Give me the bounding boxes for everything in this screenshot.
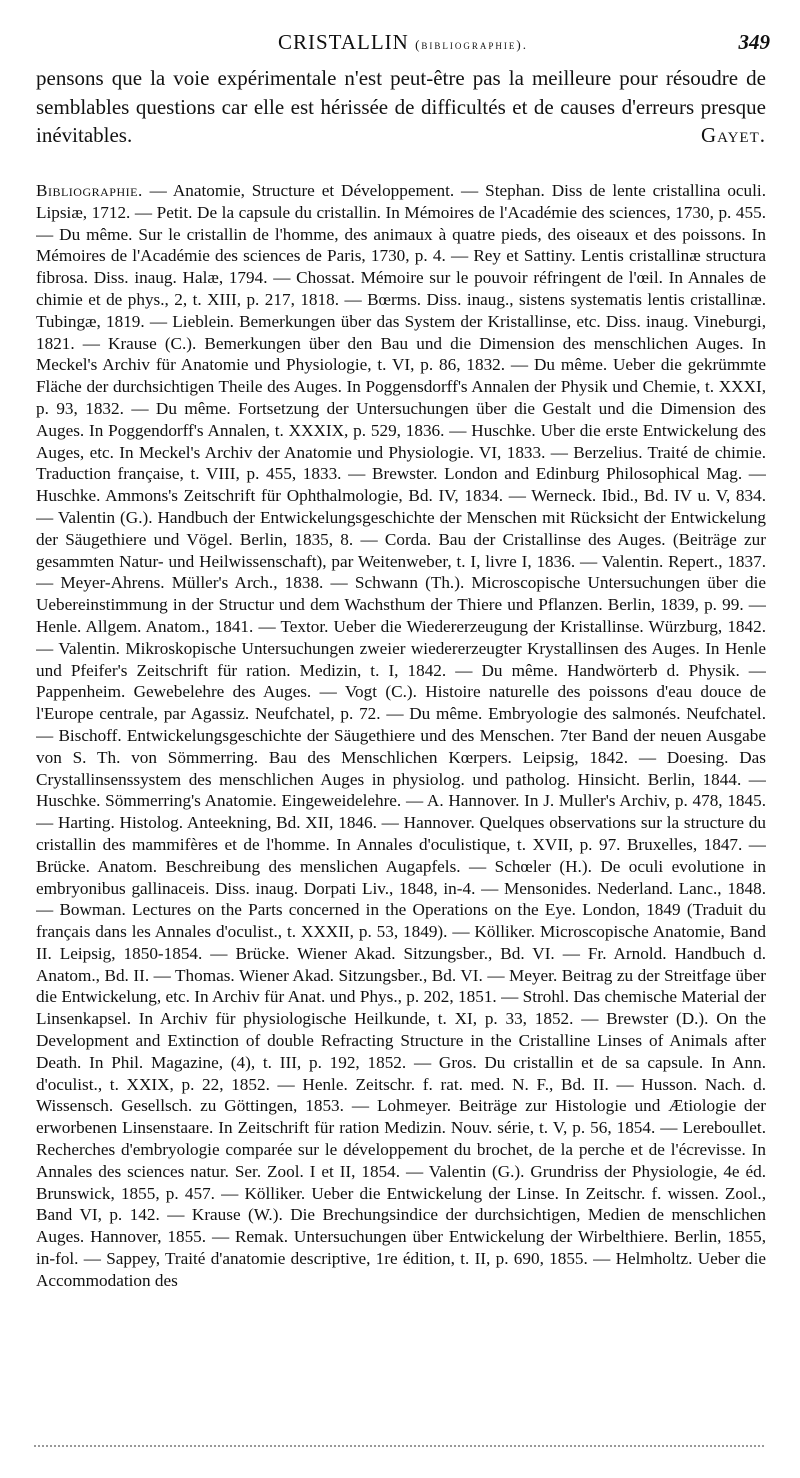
bibliography-body: — Anatomie, Structure et Développement. — Stephan. Diss de lente cristallina oculi. Lipsiæ, 1712. — Petit. De la capsule du cristallin. In Mémoires de l'Académie des sciences, 1730, p. 455. — Du même. Sur le cristallin de l'homme, des animaux à quatre pieds, des oiseaux et des poissons. In Mémoires de l'Académie des sciences de Paris, 1730, p. 4. — Rey et Sattiny. Lentis cristallinæ structura fibrosa. Diss. inaug. Halæ, 1794. — Chossat. Mémoire sur le pouvoir réfringent de l'œil. In Annales de chimie et de phys., 2, t. XIII, p. 217, 1818. — Bœrms. Diss. inaug., sistens systematis lentis cristallinæ. Tubingæ, 1819. — Lieblein. Bemerkungen über das System der Kristallinse, etc. Diss. inaug. Vineburgi, 1821. — Krause (C.). Bemerkungen über den Bau und die Dimension des menschlichen Auges. In Meckel's Archiv für Anatomie und Physiologie, t. VI, p. 86, 1832. — Du même. Ueber die gekrümmte Fläche der durchsichtigen Theile des Auges. In Poggensdorff's Annalen der Physik und Chemie, t. XXXI, p. 93, 1832. — Du même. Fortsetzung der Untersuchungen über die Gestalt und die Dimension des Auges. In Poggendorff's Annalen, t. XXXIX, p. 529, 1836. — Huschke. Uber die erste Entwickelung des Auges, etc. In Meckel's Archiv der Anatomie und Physiologie. VI, 1833. — Berzelius. Traité de chimie. Traduction française, t. VIII, p. 455, 1833. — Brewster. London and Edinburg Philosophical Mag. — Huschke. Ammons's Zeitschrift für Ophthalmologie, Bd. IV, 1834. — Werneck. Ibid., Bd. IV u. V, 834. — Valentin (G.). Handbuch der Entwickelungsgeschichte der Menschen mit Rücksicht der Entwickelung der Säugethiere und Vögel. Berlin, 1835, 8. — Corda. Bau der Cristallinse des Auges. (Beiträge zur gesammten Natur- und Heilwissenschaft), par Weitenweber, t. I, livre I, 1836. — Valentin. Repert., 1837. — Meyer-Ahrens. Müller's Arch., 1838. — Schwann (Th.). Microscopische Untersuchungen über die Uebereinstimmung in der Structur und dem Wachsthum der Thiere und Pflanzen. Berlin, 1839, p. 99. — Henle. Allgem. Anatom., 1841. — Textor. Ueber die Wiedererzeugung der Kristallinse. Würzburg, 1842. — Valentin. Mikroskopische Untersuchungen zweier wiedererzeugter Krystallinsen des Auges. In Henle und Pfeifer's Zeitschrift für ration. Medizin, t. I, 1842. — Du même. Handwörterb d. Physik. — Pappenheim. Gewebelehre des Auges. — Vogt (C.). Histoire naturelle des poissons d'eau douce de l'Europe centrale, par Agassiz. Neufchatel, p. 72. — Du même. Embryologie des salmonés. Neufchatel. — Bischoff. Entwickelungsgeschichte der Säugethiere und des Menschen. 7ter Band der neuen Ausgabe von S. Th. von Sömmerring. Bau des Menschlichen Kœrpers. Leipsig, 1842. — Doesing. Das Crystallinsenssystem des menschlichen Auges in physiolog. und patholog. Hinsicht. Berlin, 1844. — Huschke. Sömmerring's Anatomie. Eingeweidelehre. — A. Hannover. In J. Muller's Archiv, p. 478, 1845. — Harting. Histolog. Anteekning, Bd. XII, 1846. — Hannover. Quelques observations sur la structure du cristallin des mammifères et de l'homme. In Annales d'oculistique, t. XVII, p. 97. Bruxelles, 1847. — Brücke. Anatom. Beschreibung des menslichen Augapfels. — Schœler (H.). De oculi evolutione in embryonibus gallinaceis. Diss. inaug. Dorpati Liv., 1848, in-4. — Mensonides. Nederland. Lanc., 1848. — Bowman. Lectures on the Parts concerned in the Operations on the Eye. London, 1849 (Traduit du français dans les Annales d'oculist., t. XXXII, p. 53, 1849). — Kölliker. Microscopische Anatomie, Band II. Leipsig, 1850-1854. — Brücke. Wiener Akad. Sitzungsber., Bd. VI. — Fr. Arnold. Handbuch d. Anatom., Bd. II. — Thomas. Wiener Akad. Sitzungsber., Bd. VI. — Meyer. Beitrag zu der Streitfage über die Entwickelung, etc. In Archiv für Anat. und Phys., p. 202, 1851. — Strohl. Das chemische Material der Linsenkapsel. In Archiv für physiologische Heilkunde, t. XI, p. 33, 1852. — Brewster (D.). On the Development and Extinction of double Refracting Structure in the Cristalline Linses of Animals after Death. In Phil. Magazine, (4), t. III, p. 192, 1852. — Gros. Du cristallin et de sa capsule. In Ann. d'oculist., t. XXIX, p. 22, 1852. — Henle. Zeitschr. f. rat. med. N. F., Bd. II. — Husson. Nach. d. Wissensch. Gesellsch. zu Göttingen, 1853. — Lohmeyer. Beiträge zur Histologie und Ætiologie der erworbenen Linsenstaare. In Zeitschrift für ration Medizin. Nouv. série, t. V, p. 56, 1854. — Lereboullet. Recherches d'embryologie comparée sur le développement du brochet, de la perche et de l'écrevisse. In Annales des sciences natur. Ser. Zool. I et II, 1854. — Valentin (G.). Grundriss der Physiologie, 4e éd. Brunswick, 1855, p. 457. — Kölliker. Ueber die Entwickelung der Linse. In Zeitschr. f. wissen. Zool., Band VI, p. 142. — Krause (W.). Die Brechungsindice der durchsichtigen, Medien de menschlichen Auges. Hannover, 1855. — Remak. Untersuchungen über Entwickelung der Wirbelthiere. Berlin, 1855, in-fol. — Sappey, Traité d'anatomie descriptive, 1re édition, t. II, p. 690, 1855. — Helmholtz. Ueber die Accommodation des (36, 181, 766, 1290)
running-title-sub: (bibliographie). (415, 37, 528, 52)
author-signature: Gayet. (700, 123, 766, 147)
page-number: 349 (738, 30, 770, 54)
intro-text: pensons que la voie expérimentale n'est peut-être pas la meilleure pour résoudre de semblables questions car elle est hérissée de difficultés et de causes d'erreurs presque inévitables. (36, 66, 766, 147)
running-title-main: CRISTALLIN (278, 30, 409, 54)
footer-dotted-rule (34, 1445, 764, 1450)
bibliography-section (36, 180, 766, 1395)
bibliography-heading: Bibliographie. (36, 181, 143, 200)
running-header (36, 30, 770, 56)
running-title (36, 30, 770, 55)
intro-paragraph (36, 64, 766, 150)
